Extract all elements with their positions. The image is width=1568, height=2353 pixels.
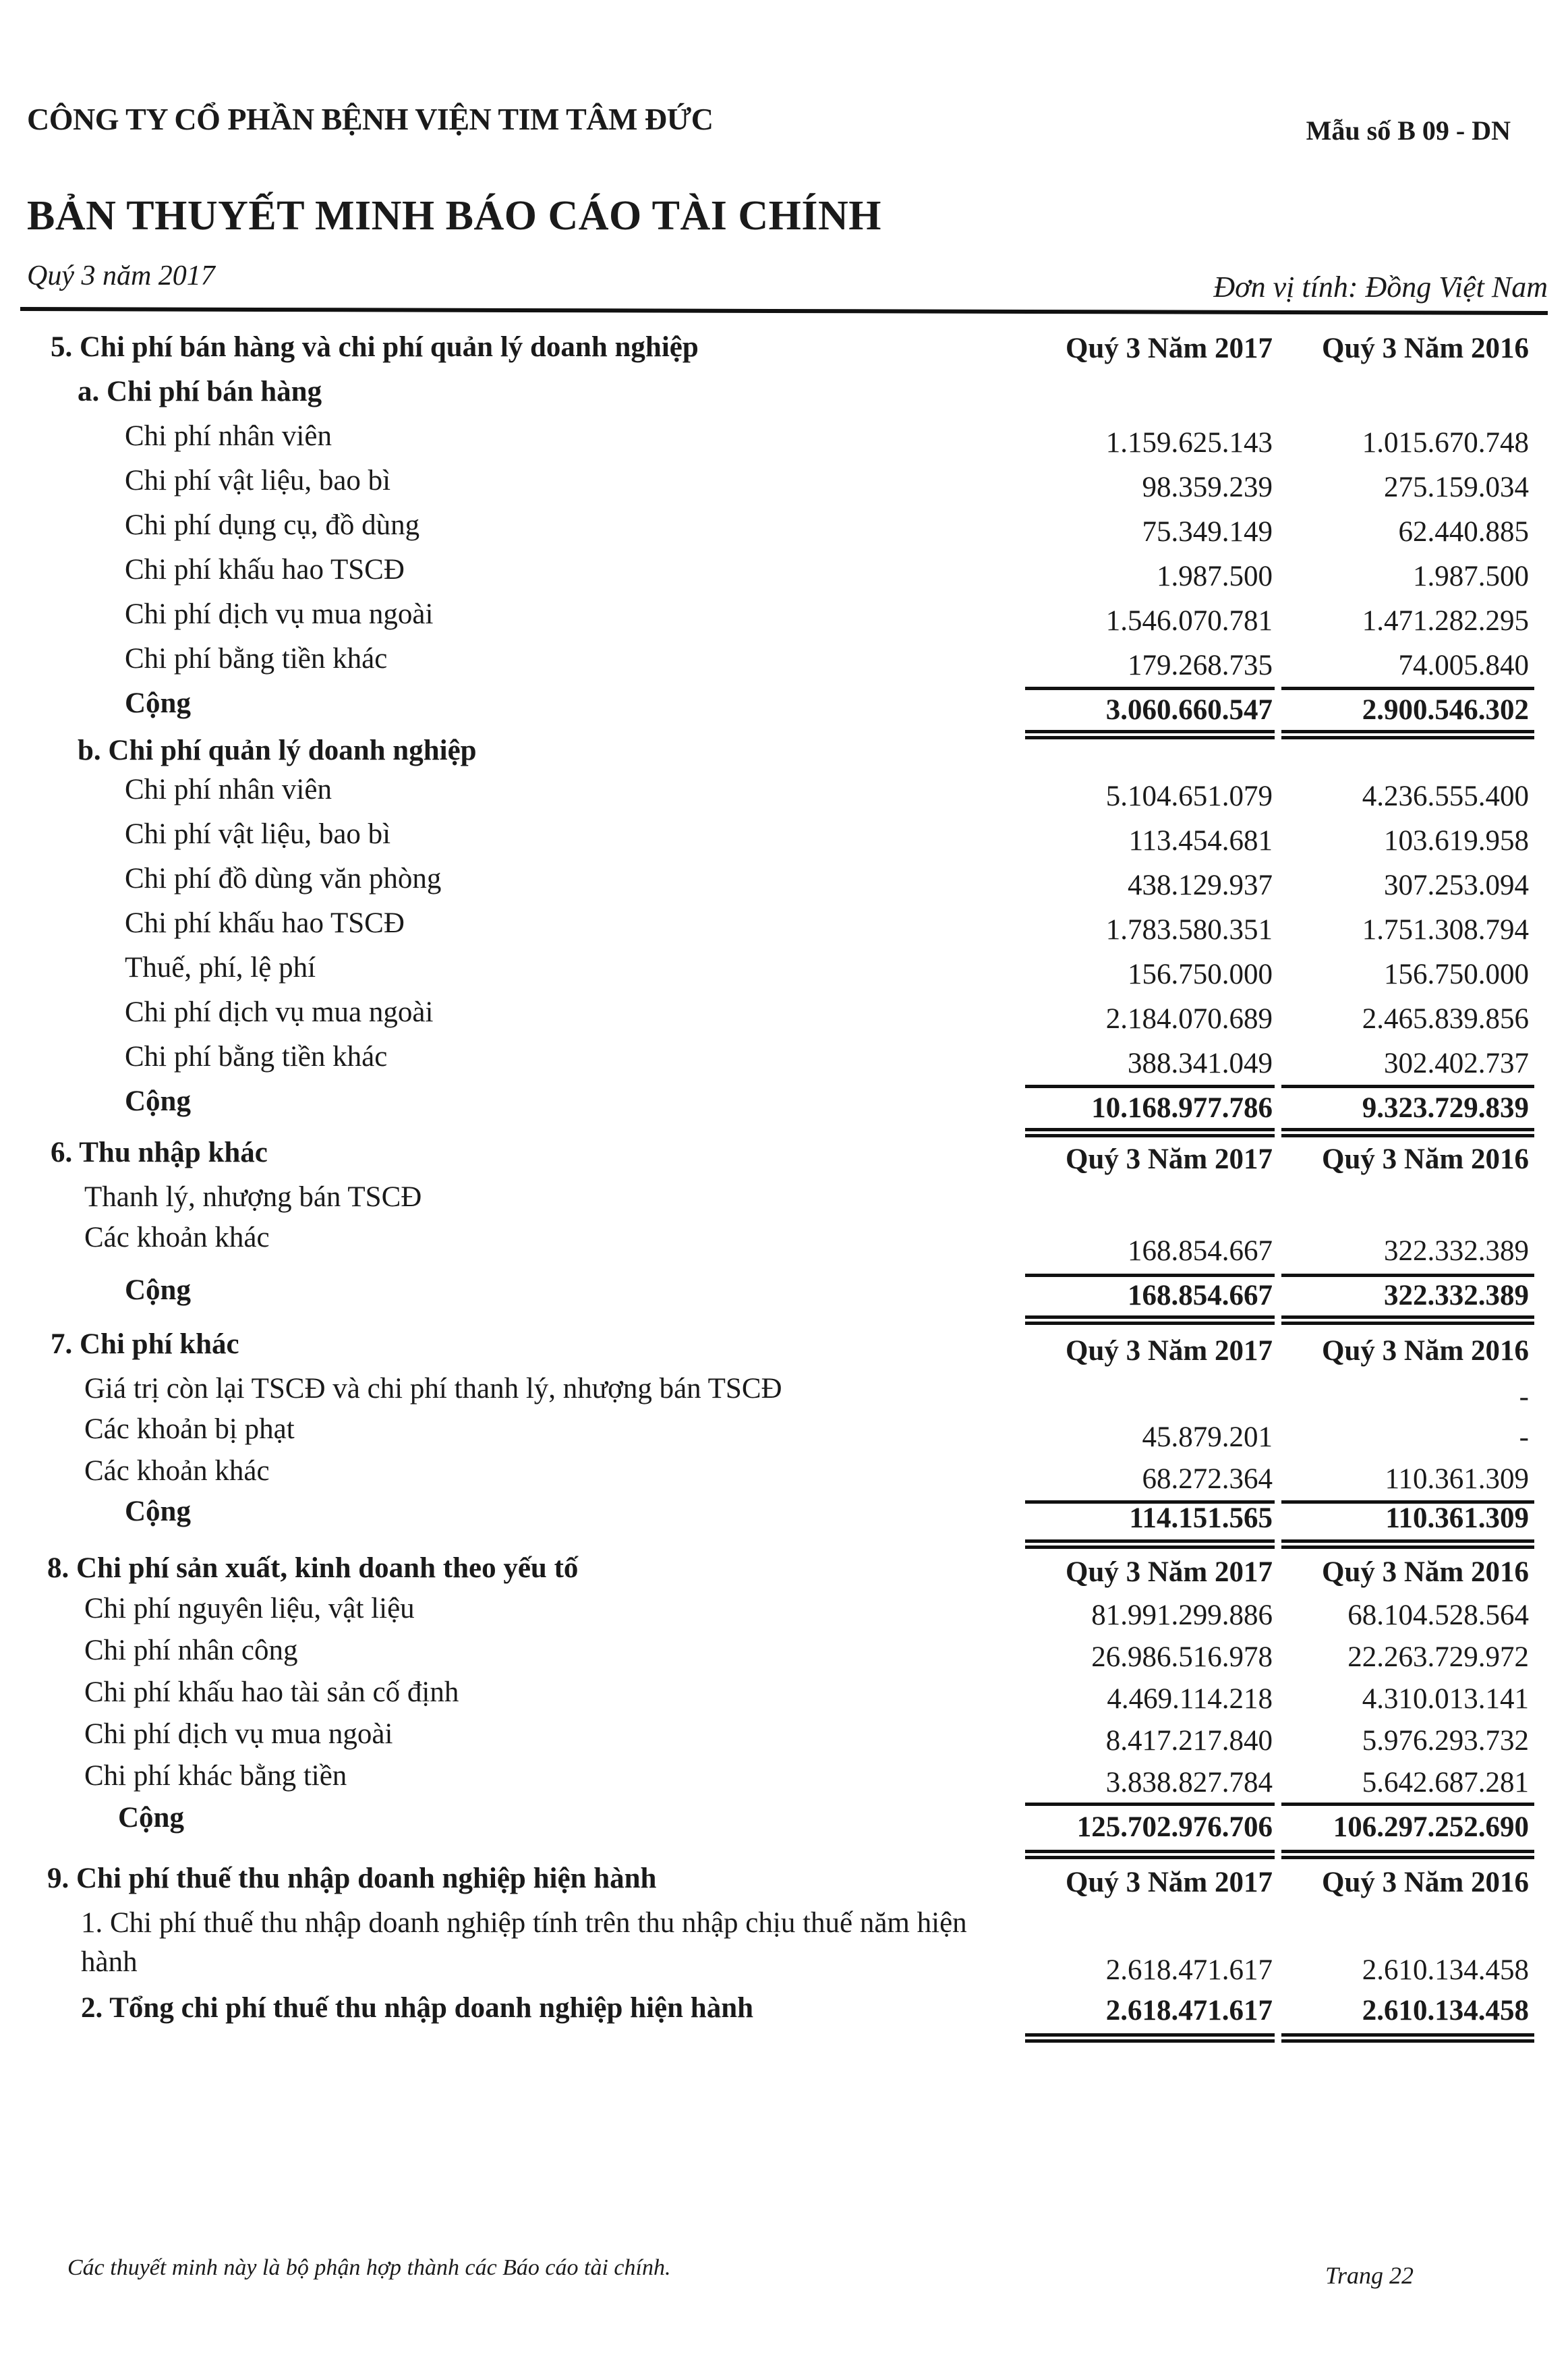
total-2017: 168.854.667: [1128, 1280, 1273, 1311]
total-2016: 2.900.546.302: [1362, 694, 1529, 726]
total-2016: 106.297.252.690: [1333, 1811, 1529, 1843]
note-8-costs-by-element: [0, 1552, 1568, 1848]
note-title: 8. Chi phí sản xuất, kinh doanh theo yếu tố: [47, 1552, 579, 1584]
value-2016: 1.015.670.748: [1362, 427, 1529, 459]
table-row: [0, 1759, 1568, 1801]
value-2017: 2.184.070.689: [1105, 1003, 1273, 1035]
value-2016: 4.236.555.400: [1362, 781, 1529, 812]
value-2017: 438.129.937: [1128, 870, 1273, 901]
row-label: Chi phí vật liệu, bao bì: [125, 465, 391, 497]
column-header-2016: Quý 3 Năm 2016: [1322, 1556, 1529, 1588]
note-header: [0, 1136, 1568, 1181]
row-label: Chi phí bằng tiền khác: [125, 1041, 388, 1073]
total-label: Cộng: [125, 1496, 191, 1527]
row-label: Chi phí nguyên liệu, vật liệu: [84, 1593, 415, 1624]
column-header-2017: Quý 3 Năm 2017: [1066, 333, 1273, 364]
table-row: [0, 1221, 1568, 1266]
subsection-header: [0, 375, 1568, 420]
note-title: 6. Thu nhập khác: [51, 1137, 268, 1168]
table-row: [0, 598, 1568, 642]
row-label: Chi phí dụng cụ, đồ dùng: [125, 509, 420, 541]
value-2016: 68.104.528.564: [1347, 1599, 1529, 1631]
row-label: Chi phí dịch vụ mua ngoài: [125, 996, 434, 1028]
row-label: Chi phí nhân công: [84, 1635, 298, 1666]
value-2017: 68.272.364: [1142, 1463, 1273, 1495]
row-label: Chi phí khấu hao tài sản cố định: [84, 1676, 459, 1708]
value-2017: 1.159.625.143: [1105, 427, 1273, 459]
value-2017: 179.268.735: [1128, 650, 1273, 681]
table-row: [0, 1718, 1568, 1759]
column-header-2016: Quý 3 Năm 2016: [1322, 333, 1529, 364]
value-2016: 110.361.309: [1385, 1463, 1529, 1495]
value-2017: 168.854.667: [1128, 1235, 1273, 1267]
note-title: 9. Chi phí thuế thu nhập doanh nghiệp hiện hành: [47, 1863, 657, 1894]
value-2017: 4.469.114.218: [1107, 1683, 1273, 1715]
column-header-2017: Quý 3 Năm 2017: [1066, 1556, 1273, 1588]
row-label: Giá trị còn lại TSCĐ và chi phí thanh lý, nhượng bán TSCĐ: [84, 1373, 782, 1405]
value-2016: 4.310.013.141: [1362, 1683, 1529, 1715]
row-label: Thuế, phí, lệ phí: [125, 952, 316, 984]
value-2016: -: [1519, 1381, 1529, 1413]
total-label: Cộng: [125, 1085, 191, 1117]
total-double-rule: [1281, 2033, 1534, 2043]
value-2016: 5.642.687.281: [1362, 1767, 1529, 1798]
row-label: Chi phí bằng tiền khác: [125, 643, 388, 675]
row-label: Chi phí dịch vụ mua ngoài: [84, 1718, 393, 1750]
note-7-other-expenses: [0, 1328, 1568, 1539]
total-2017: 114.151.565: [1129, 1502, 1273, 1534]
document-title: BẢN THUYẾT MINH BÁO CÁO TÀI CHÍNH: [27, 193, 882, 239]
column-header-2016: Quý 3 Năm 2016: [1322, 1335, 1529, 1367]
total-2016: 110.361.309: [1385, 1502, 1529, 1534]
value-2017: 81.991.299.886: [1091, 1599, 1273, 1631]
table-row: [0, 509, 1568, 553]
value-2017: 156.750.000: [1128, 959, 1273, 990]
total-label: 2. Tổng chi phí thuế thu nhập doanh nghiệp hiện hành: [81, 1992, 754, 2024]
column-header-2017: Quý 3 Năm 2017: [1066, 1143, 1273, 1175]
column-header-2016: Quý 3 Năm 2016: [1322, 1867, 1529, 1898]
value-2016: 2.465.839.856: [1362, 1003, 1529, 1035]
currency-unit: Đơn vị tính: Đồng Việt Nam: [1213, 271, 1548, 304]
total-row: [0, 1266, 1568, 1317]
total-label: Cộng: [118, 1802, 184, 1834]
total-row: [0, 1801, 1568, 1848]
table-row: [0, 996, 1568, 1040]
notes-content: [0, 331, 1568, 2037]
total-double-rule: [1025, 1315, 1275, 1325]
table-row: [0, 951, 1568, 996]
note-header: [0, 1328, 1568, 1372]
table-row: [0, 1676, 1568, 1718]
table-row: [0, 464, 1568, 509]
value-2017: 3.838.827.784: [1105, 1767, 1273, 1798]
table-row: [0, 818, 1568, 862]
value-2016: 22.263.729.972: [1347, 1641, 1529, 1673]
value-2016: 74.005.840: [1398, 650, 1529, 681]
value-2016: -: [1519, 1421, 1529, 1453]
note-6-other-income: [0, 1136, 1568, 1317]
row-label: Các khoản khác: [84, 1455, 270, 1487]
value-2017: 26.986.516.978: [1091, 1641, 1273, 1673]
note-9-current-cit-expense: [0, 1862, 1568, 2037]
header-divider: [20, 307, 1548, 315]
table-row: [0, 1634, 1568, 1676]
total-double-rule: [1281, 1850, 1534, 1859]
company-name: CÔNG TY CỔ PHẦN BỆNH VIỆN TIM TÂM ĐỨC: [27, 102, 714, 136]
table-row: [0, 553, 1568, 598]
table-row: [0, 1372, 1568, 1413]
value-2017: 75.349.149: [1142, 516, 1273, 548]
footer-note: Các thuyết minh này là bộ phận hợp thành các Báo cáo tài chính.: [67, 2255, 671, 2280]
value-2017: 1.987.500: [1157, 561, 1273, 592]
row-label: Chi phí khác bằng tiền: [84, 1760, 347, 1792]
value-2016: 5.976.293.732: [1362, 1725, 1529, 1757]
value-2016: 322.332.389: [1384, 1235, 1529, 1267]
row-label: Chi phí khấu hao TSCĐ: [125, 554, 405, 586]
subsection-title: b. Chi phí quản lý doanh nghiệp: [78, 735, 477, 766]
total-2016: 9.323.729.839: [1362, 1092, 1529, 1124]
column-header-2016: Quý 3 Năm 2016: [1322, 1143, 1529, 1175]
total-double-rule: [1025, 1850, 1275, 1859]
value-2016: 302.402.737: [1384, 1048, 1529, 1079]
row-label: Chi phí đồ dùng văn phòng: [125, 863, 442, 895]
note-title: 5. Chi phí bán hàng và chi phí quản lý doanh nghiệp: [51, 331, 699, 363]
value-2017: 45.879.201: [1142, 1421, 1273, 1453]
row-label: Các khoản khác: [84, 1222, 270, 1253]
total-label: Cộng: [125, 687, 191, 719]
row-label: Chi phí nhân viên: [125, 774, 332, 805]
subsection-header: [0, 731, 1568, 773]
value-2017: 98.359.239: [1142, 472, 1273, 503]
row-label: Các khoản bị phạt: [84, 1413, 295, 1445]
total-2016: 2.610.134.458: [1362, 1995, 1529, 2026]
report-period: Quý 3 năm 2017: [27, 260, 215, 291]
value-2017: 8.417.217.840: [1105, 1725, 1273, 1757]
value-2017: 113.454.681: [1128, 825, 1273, 857]
total-2017: 10.168.977.786: [1091, 1092, 1273, 1124]
value-2016: 103.619.958: [1384, 825, 1529, 857]
table-row: [0, 420, 1568, 464]
value-2016: 275.159.034: [1384, 472, 1529, 503]
value-2017: 1.546.070.781: [1105, 605, 1273, 637]
total-row: [0, 687, 1568, 731]
note-title: 7. Chi phí khác: [51, 1328, 239, 1360]
form-number: Mẫu số B 09 - DN: [1306, 115, 1511, 146]
value-2017: 5.104.651.079: [1105, 781, 1273, 812]
row-label: Chi phí nhân viên: [125, 420, 332, 452]
value-2016: 1.471.282.295: [1362, 605, 1529, 637]
total-2017: 3.060.660.547: [1105, 694, 1273, 726]
note-header: [0, 331, 1568, 375]
total-double-rule: [1025, 2033, 1275, 2043]
note-header: [0, 1552, 1568, 1592]
table-row: [0, 1904, 1568, 1990]
value-2017: 2.618.471.617: [1105, 1954, 1273, 1986]
column-header-2017: Quý 3 Năm 2017: [1066, 1335, 1273, 1367]
total-double-rule: [1281, 1539, 1534, 1549]
row-label: 1. Chi phí thuế thu nhập doanh nghiệp tính trên thu nhập chịu thuế năm hiện hành: [81, 1907, 967, 1978]
row-label: Chi phí dịch vụ mua ngoài: [125, 598, 434, 630]
total-row: [0, 1990, 1568, 2037]
row-label: Thanh lý, nhượng bán TSCĐ: [84, 1181, 422, 1213]
table-row: [0, 1592, 1568, 1634]
total-double-rule: [1025, 1539, 1275, 1549]
note-header: [0, 1862, 1568, 1904]
value-2016: 1.987.500: [1413, 561, 1529, 592]
value-2017: 388.341.049: [1128, 1048, 1273, 1079]
value-2016: 307.253.094: [1384, 870, 1529, 901]
value-2016: 62.440.885: [1398, 516, 1529, 548]
total-2016: 322.332.389: [1384, 1280, 1529, 1311]
total-double-rule: [1281, 1315, 1534, 1325]
column-header-2017: Quý 3 Năm 2017: [1066, 1867, 1273, 1898]
row-label: Chi phí vật liệu, bao bì: [125, 818, 391, 850]
table-row: [0, 907, 1568, 951]
table-row: [0, 862, 1568, 907]
page-number: Trang 22: [1325, 2262, 1414, 2289]
value-2016: 1.751.308.794: [1362, 914, 1529, 946]
row-label: Chi phí khấu hao TSCĐ: [125, 907, 405, 939]
total-row: [0, 1495, 1568, 1539]
note-5-selling-admin-expenses: [0, 331, 1568, 1129]
total-2017: 125.702.976.706: [1076, 1811, 1273, 1843]
total-row: [0, 1085, 1568, 1129]
total-label: Cộng: [125, 1274, 191, 1306]
table-row: [0, 1413, 1568, 1454]
value-2016: 2.610.134.458: [1362, 1954, 1529, 1986]
table-row: [0, 1181, 1568, 1221]
value-2017: 1.783.580.351: [1105, 914, 1273, 946]
table-row: [0, 1454, 1568, 1495]
subsection-title: a. Chi phí bán hàng: [78, 376, 322, 407]
table-row: [0, 1040, 1568, 1085]
value-2016: 156.750.000: [1384, 959, 1529, 990]
total-2017: 2.618.471.617: [1105, 1995, 1273, 2026]
table-row: [0, 773, 1568, 818]
table-row: [0, 642, 1568, 687]
